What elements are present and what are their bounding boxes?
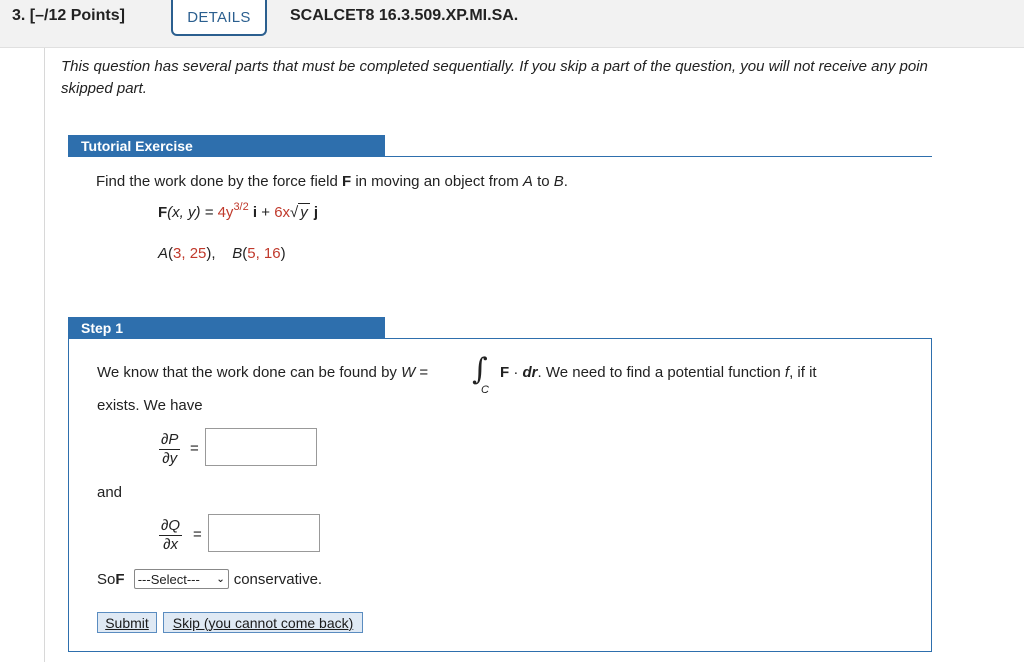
dr-symbol: dr (522, 364, 538, 381)
step-text: . We need to find a potential function (537, 364, 785, 381)
potential-f: f (784, 364, 790, 381)
integral-subscript: C (481, 384, 489, 396)
so-label: So (97, 570, 116, 588)
unit-i: i (248, 204, 258, 221)
radicand: y (300, 204, 308, 221)
left-divider (44, 48, 45, 662)
force-field-formula (158, 203, 318, 221)
skip-button[interactable]: Skip (you cannot come back) (163, 612, 363, 633)
dot-operator: · (509, 364, 523, 381)
point-a-coords: 3, 25 (173, 245, 207, 262)
coef-i (217, 201, 249, 221)
step-text-line-1 (97, 364, 428, 381)
question-header (0, 0, 1024, 48)
dP-dy-fraction (159, 431, 180, 468)
task-text: to (532, 173, 554, 190)
conservative-select[interactable] (134, 569, 229, 589)
dQ-dx-answer-input[interactable] (208, 514, 320, 552)
point-b-coords: 5, 16 (247, 245, 281, 262)
task-point-a: A (522, 173, 533, 190)
details-button[interactable]: DETAILS (171, 0, 267, 36)
step-1-heading: Step 1 (68, 317, 385, 339)
question-number: 3. [–/12 Points] (12, 7, 125, 24)
task-statement (96, 173, 568, 190)
equals-sign: = (193, 526, 202, 543)
task-text: . (563, 173, 568, 190)
dQ-dx-fraction (159, 517, 182, 554)
conservative-label: conservative. (233, 570, 323, 588)
step-1-panel (68, 338, 932, 652)
sequential-notice (61, 56, 1024, 100)
coef-i-exponent: 3/2 (233, 201, 249, 213)
task-text: in moving an object from (351, 173, 523, 190)
frac-numerator: ∂P (161, 431, 179, 448)
coef-i-text: 4y (217, 204, 234, 221)
notice-line-1: This question has several parts that must be completed sequentially. If you skip a part of the question, you will not receive any poin (61, 58, 928, 75)
formula-F: F (158, 204, 168, 221)
work-symbol: W (401, 364, 416, 381)
conservative-statement (97, 569, 322, 589)
dP-dy-answer-input[interactable] (205, 428, 317, 466)
sqrt-symbol: √ y (290, 204, 308, 221)
frac-numerator: ∂Q (161, 517, 181, 534)
tutorial-exercise-heading: Tutorial Exercise (68, 135, 385, 157)
select-value: ---Select--- (137, 571, 200, 587)
endpoints: A(3, 25), B(5, 16) (158, 245, 286, 262)
equals-sign: = (190, 440, 199, 457)
task-text: Find the work done by the force field (96, 173, 342, 190)
task-point-b: B (553, 173, 564, 190)
coef-j: 6x (274, 204, 291, 221)
notice-line-2: skipped part. (61, 80, 147, 97)
submit-button[interactable]: Submit (97, 612, 157, 633)
so-force-symbol: F (115, 570, 125, 588)
unit-j: j (309, 204, 319, 221)
force-symbol: F (500, 364, 510, 381)
plus-sign: + (257, 204, 275, 221)
tutorial-divider (68, 156, 932, 157)
point-b-label: B (232, 245, 243, 262)
task-force-symbol: F (341, 173, 352, 190)
step-text-line-2: exists. We have (97, 397, 203, 414)
problem-code: SCALCET8 16.3.509.XP.MI.SA. (290, 7, 519, 24)
and-label: and (97, 484, 123, 501)
formula-args: (x, y) = (167, 204, 218, 221)
step-text: , if it (789, 364, 817, 381)
point-a-label: A (158, 245, 169, 262)
frac-denominator: ∂y (162, 450, 178, 467)
frac-denominator: ∂x (163, 536, 178, 553)
integral-symbol: ∫ (472, 352, 488, 387)
equals-sign: = (415, 364, 429, 381)
step-text-line-1b (500, 364, 817, 381)
step-text: We know that the work done can be found by (97, 364, 402, 381)
chevron-down-icon: ⌄ (216, 573, 225, 585)
